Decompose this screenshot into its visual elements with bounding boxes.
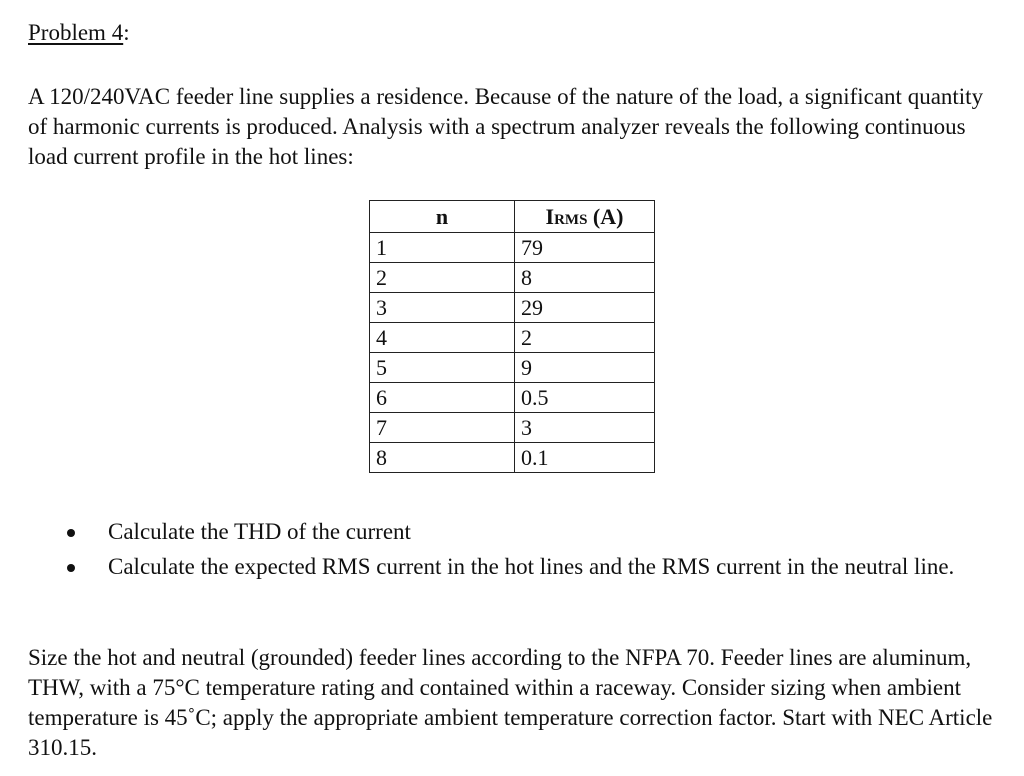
column-header-irms xyxy=(515,201,655,233)
cell-n: 2 xyxy=(370,263,515,293)
harmonic-current-table xyxy=(369,200,655,473)
table-row xyxy=(370,233,655,263)
list-item xyxy=(0,552,1000,582)
table-row xyxy=(370,323,655,353)
cell-n: 7 xyxy=(370,413,515,443)
cell-irms: 8 xyxy=(515,263,655,293)
table-row xyxy=(370,263,655,293)
cell-n: 6 xyxy=(370,383,515,413)
bullet-icon xyxy=(67,529,75,537)
problem-heading-text: Problem 4 xyxy=(28,20,124,45)
task-list xyxy=(0,517,1000,587)
cell-irms: 29 xyxy=(515,293,655,323)
list-item xyxy=(0,517,1000,547)
irms-unit: (A) xyxy=(587,203,624,229)
table-row xyxy=(370,383,655,413)
cell-irms: 9 xyxy=(515,353,655,383)
irms-subscript: RMS xyxy=(554,211,588,228)
table-row xyxy=(370,443,655,473)
cell-n: 8 xyxy=(370,443,515,473)
column-header-n: n xyxy=(370,201,515,233)
cell-n: 3 xyxy=(370,293,515,323)
table-row xyxy=(370,413,655,443)
sizing-paragraph: Size the hot and neutral (grounded) feeder lines according to the NFPA 70. Feeder lines are aluminum, THW, with a 75°C temperature rating and contained within a raceway. Consider sizing when ambient temperature is 45˚C; apply the appropriate ambient temperature correction factor. Start with NEC Article 310.15. xyxy=(28,645,993,760)
table-header-row xyxy=(370,201,655,233)
cell-irms: 3 xyxy=(515,413,655,443)
list-item-text: Calculate the THD of the current xyxy=(108,519,411,544)
table-row xyxy=(370,293,655,323)
cell-n: 1 xyxy=(370,233,515,263)
irms-main: I xyxy=(545,203,555,229)
table-row xyxy=(370,353,655,383)
cell-irms: 2 xyxy=(515,323,655,353)
problem-heading xyxy=(28,20,130,46)
cell-n: 5 xyxy=(370,353,515,383)
list-item-text: Calculate the expected RMS current in the hot lines and the RMS current in the neutral line. xyxy=(108,554,955,579)
cell-irms: 0.1 xyxy=(515,443,655,473)
problem-heading-colon: : xyxy=(123,20,130,45)
intro-paragraph: A 120/240VAC feeder line supplies a residence. Because of the nature of the load, a significant quantity of harmonic currents is produced. Analysis with a spectrum analyzer reveals the following continuous load current profile in the hot lines: xyxy=(28,84,984,169)
cell-n: 4 xyxy=(370,323,515,353)
cell-irms: 0.5 xyxy=(515,383,655,413)
bullet-icon xyxy=(67,564,75,572)
cell-irms: 79 xyxy=(515,233,655,263)
